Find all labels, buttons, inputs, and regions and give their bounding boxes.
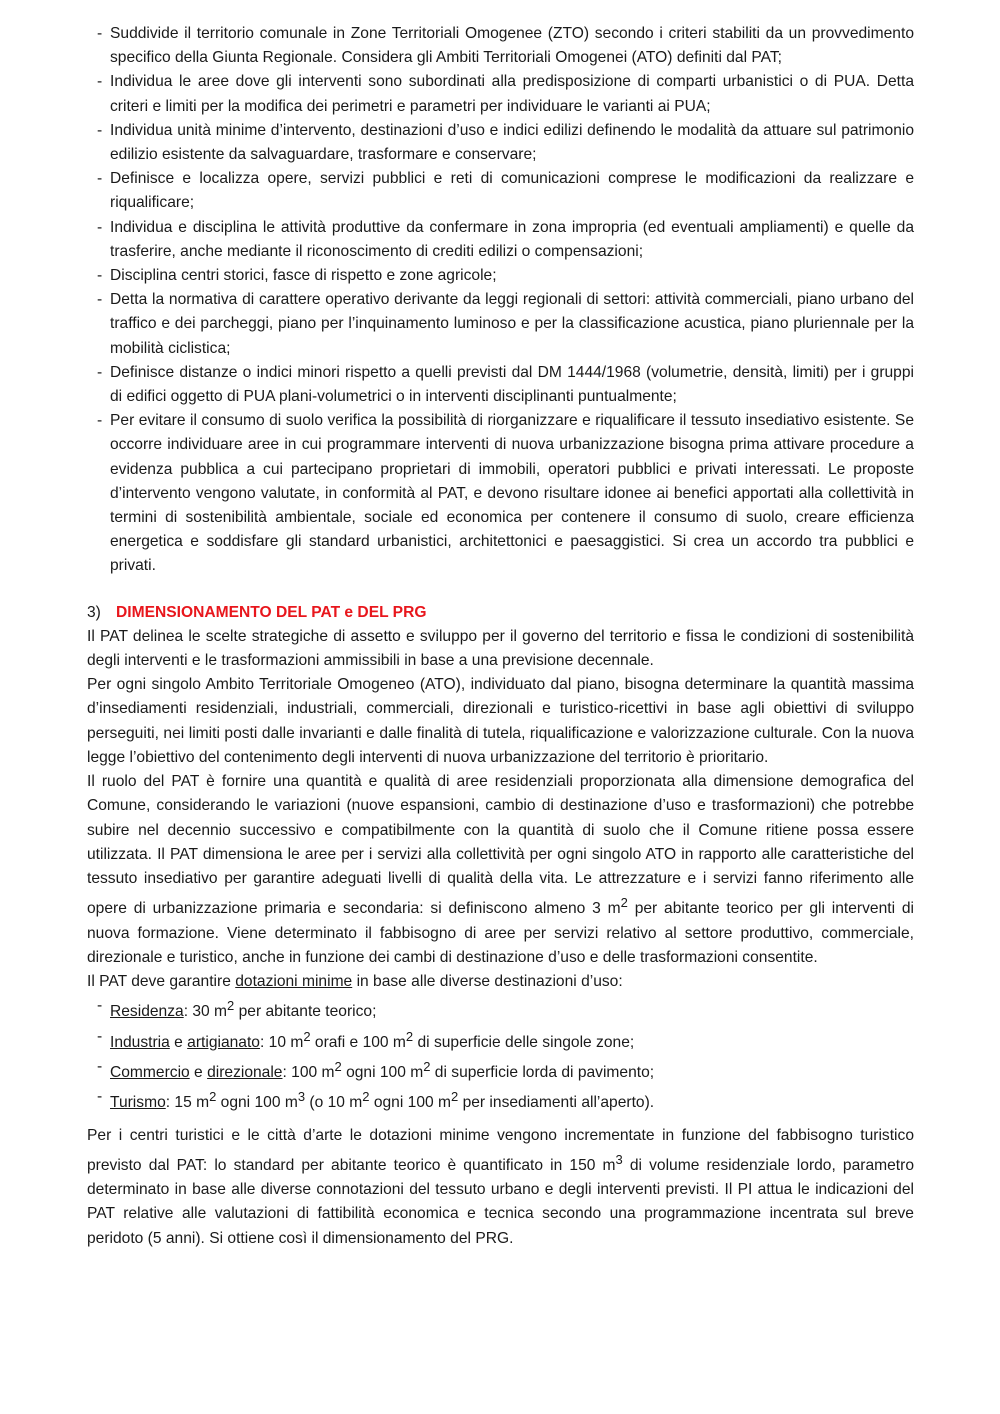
pi-functions-list	[87, 22, 914, 579]
list-item: - Suddivide il territorio comunale in Zone Territoriali Omogenee (ZTO) secondo i criteri stabiliti da un provvedimento specifico della Giunta Regionale. Considera gli Ambiti Territoriali Omogenei (ATO) definiti dal PAT;	[87, 22, 914, 70]
list-item: - Individua e disciplina le attività produttive da confermare in zona impropria (ed eventuali ampliamenti) e quelle da trasferire, anche mediante il riconoscimento di crediti edilizi o compensazioni;	[87, 216, 914, 264]
list-item: - Individua le aree dove gli interventi sono subordinati alla predisposizione di comparti urbanistici o di PUA. Detta criteri e limiti per la modifica dei perimetri e parametri per individuare le varianti ai PUA;	[87, 70, 914, 118]
section-title: DIMENSIONAMENTO DEL PAT e DEL PRG	[116, 603, 427, 621]
list-item: - Definisce distanze o indici minori rispetto a quelli previsti dal DM 1444/1968 (volumetrie, densità, limiti) per i gruppi di edifici oggetto di PUA plani-volumetrici o in interventi disciplinanti puntualmente;	[87, 361, 914, 409]
dotazione-residenza: - Residenza: 30 $m^2$ per abitante teorico;	[87, 994, 914, 1024]
dotazione-industria: - Industria e artigianato: 10 $m^2$ orafi e 100 $m^2$ di superficie delle singole zone;	[87, 1025, 914, 1055]
section-number: 3)	[87, 603, 101, 621]
paragraph: Per ogni singolo Ambito Territoriale Omogeneo (ATO), individuato dal piano, bisogna determinare la quantità massima d’insediamenti residenziali, industriali, commerciali, direzionali e turistico-ricettivi in base agli obiettivi di sviluppo perseguiti, nei limiti posti dalle invarianti e dalle finalità di tutela, riqualificazione e valorizzazione culturale. Con la nuova legge l’obiettivo del contenimento degli interventi di nuova urbanizzazione del territorio è prioritario.	[87, 676, 914, 766]
list-item: - Disciplina centri storici, fasce di rispetto e zone agricole;	[87, 264, 914, 288]
paragraph: Il PAT deve garantire dotazioni minime in base alle diverse destinazioni d’uso:	[87, 972, 623, 990]
paragraph: Per i centri turistici e le città d’arte le dotazioni minime vengono incrementate in funzione del fabbisogno turistico previsto dal PAT: lo standard per abitante teorico è quantificato in 150 $m^3$ di volume residenziale lordo, parametro determinato in base alle diverse connotazioni del tessuto urbano e degli interventi previsti. Il PI attua le indicazioni del PAT relative alle valutazioni di fattibilità economica e tecnica secondo una programmazione incentrata sul breve peridoto (5 anni). Si ottiene così il dimensionamento del PRG.	[87, 1126, 914, 1247]
section-heading	[87, 601, 914, 625]
list-item: - Definisce e localizza opere, servizi pubblici e reti di comunicazioni comprese le modificazioni da realizzare e riqualificare;	[87, 167, 914, 215]
document-page	[87, 22, 914, 1251]
dotazioni-list	[87, 994, 914, 1116]
dotazione-commercio: - Commercio e direzionale: 100 $m^2$ ogni 100 $m^2$ di superficie lorda di pavimento;	[87, 1055, 914, 1085]
underlined-term: dotazioni minime	[235, 972, 353, 990]
paragraph: Il ruolo del PAT è fornire una quantità e qualità di aree residenziali proporzionata alla dimensione demografica del Comune, considerando le variazioni (nuove espansioni, cambio di destinazione d’uso e trasformazioni) che potrebbe subire nel decennio successivo e compatibilmente con la quantità di suolo che il Comune ritiene possa essere utilizzata. Il PAT dimensiona le aree per i servizi alla collettività per ogni singolo ATO in rapporto alle caratteristiche del tessuto insediativo per garantire adeguati livelli di qualità della vita. Le attrezzature e i servizi fanno riferimento alle opere di urbanizzazione primaria e secondaria: si definiscono almeno 3 $m^2$ per abitante teorico per gli interventi di nuova formazione. Viene determinato il fabbisogno di aree per servizi relativo al settore produttivo, commerciale, direzionale e turistico, anche in funzione dei cambi di destinazione d’uso e delle trasformazioni consentite.	[87, 773, 914, 966]
list-item: - Individua unità minime d’intervento, destinazioni d’uso e indici edilizi definendo le modalità da attuare sul patrimonio edilizio esistente da salvaguardare, trasformare e conservare;	[87, 119, 914, 167]
list-item: - Per evitare il consumo di suolo verifica la possibilità di riorganizzare e riqualificare il tessuto insediativo esistente. Se occorre individuare aree in cui programmare interventi di nuova urbanizzazione bisogna prima attivare procedure a evidenza pubblica a cui partecipano proprietari di immobili, operatori pubblici e privati interessati. Le proposte d’intervento vengono valutate, in conformità al PAT, e devono risultare idonee ai benefici apportati alla collettività in termini di sostenibilità ambientale, sociale ed economica per contenere il consumo di suolo, creare efficienza energetica e soddisfare gli standard urbanistici, architettonici e paesaggistici. Si crea un accordo tra pubblici e privati.	[87, 409, 914, 578]
list-item: - Detta la normativa di carattere operativo derivante da leggi regionali di settori: attività commerciali, piano urbano del traffico e dei parcheggi, piano per l’inquinamento luminoso e per la classificazione acustica, piano pluriennale per la mobilità ciclistica;	[87, 288, 914, 361]
paragraph: Il PAT delinea le scelte strategiche di assetto e sviluppo per il governo del territorio e fissa le condizioni di sostenibilità degli interventi e le trasformazioni ammissibili in base a una previsione decennale.	[87, 627, 914, 670]
dotazione-turismo: - Turismo: 15 $m^2$ ogni 100 $m^3$ (o 10 $m^2$ ogni 100 $m^2$ per insediamenti all’aperto).	[87, 1085, 914, 1115]
